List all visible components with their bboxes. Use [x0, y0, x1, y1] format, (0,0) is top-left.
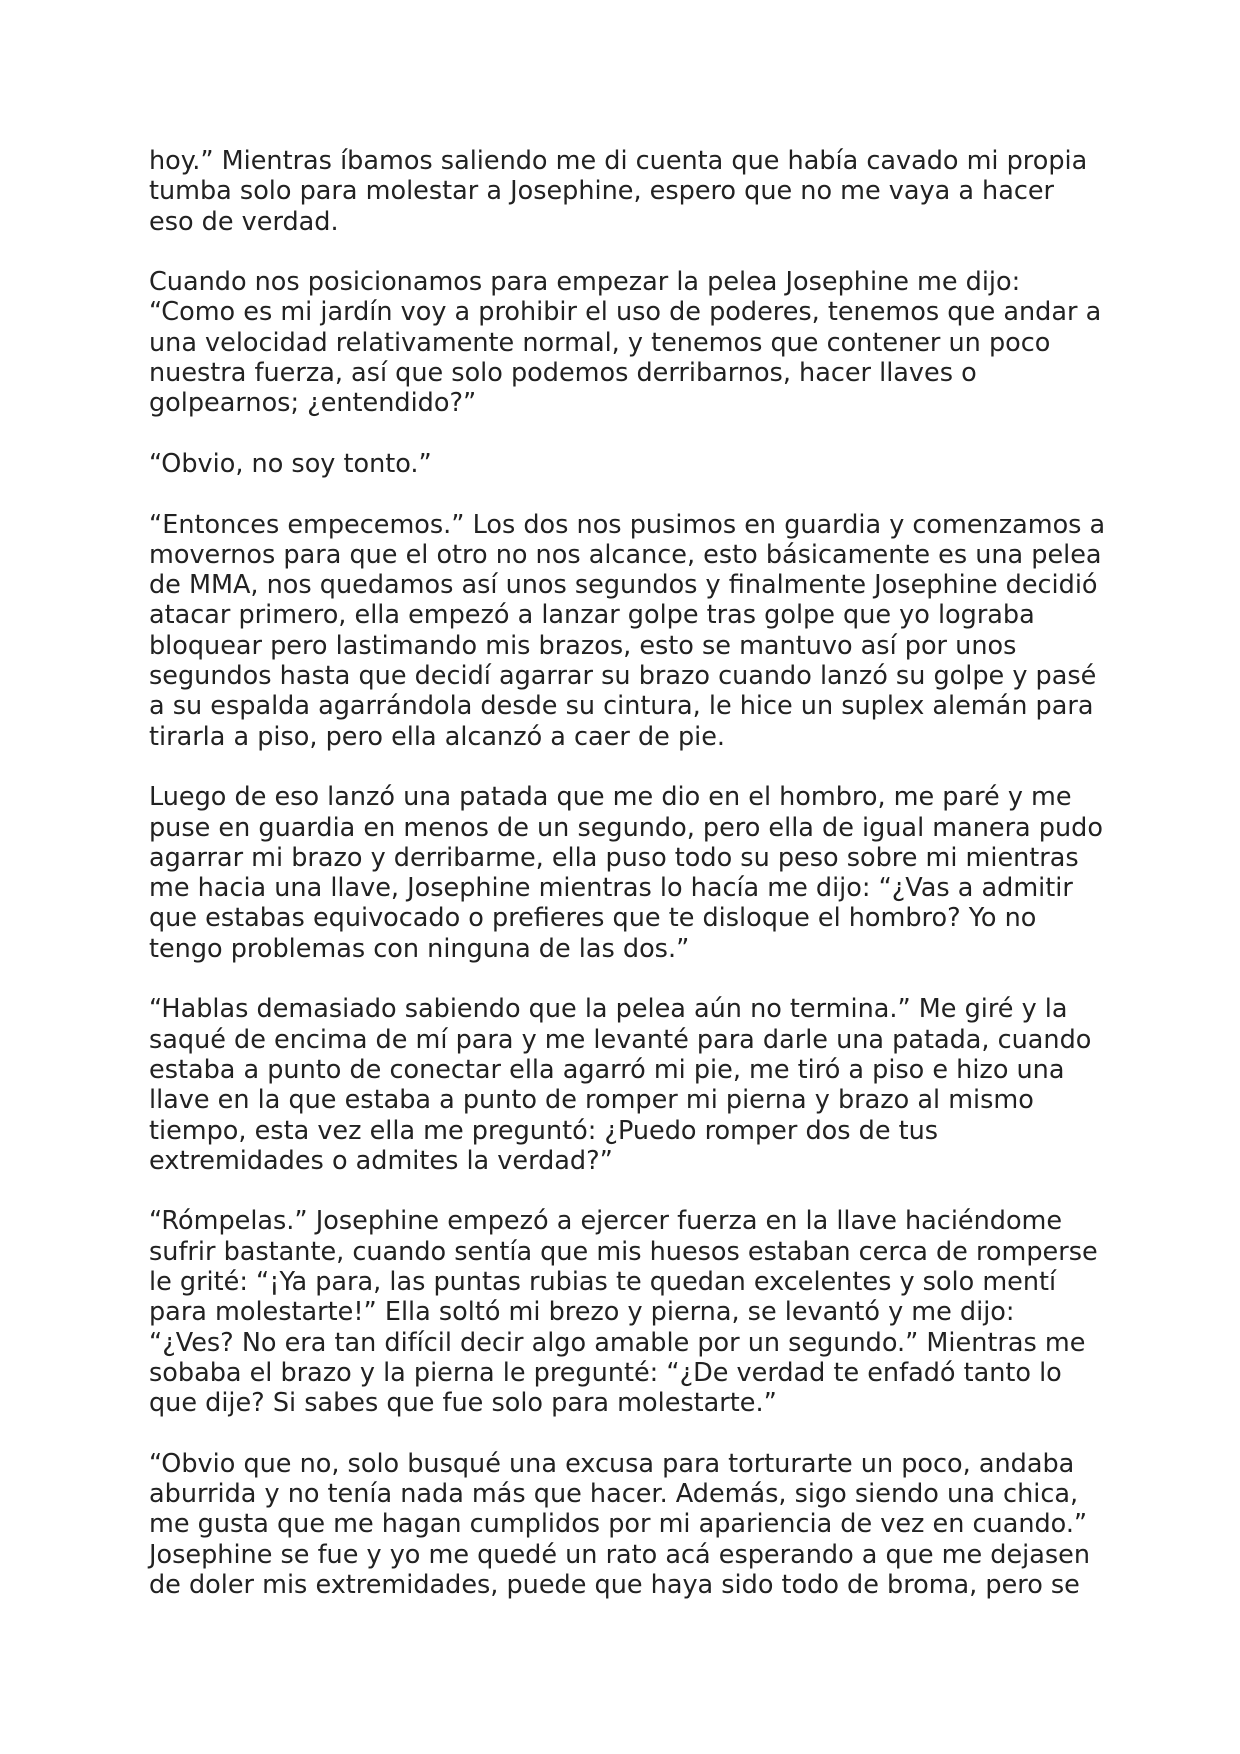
text-line: de doler mis extremidades, puede que haya sido todo de broma, pero se	[149, 1569, 1080, 1600]
body-text	[149, 146, 1106, 1631]
text-line: Cuando nos posicionamos para empezar la pelea Josephine me dijo:	[149, 267, 1021, 298]
text-line: me gusta que me hagan cumplidos por mi apariencia de vez en cuando.”	[149, 1509, 1088, 1540]
paragraph-8	[149, 1449, 1094, 1600]
paragraph-7	[149, 1206, 1098, 1419]
text-line: que dije? Si sabes que fue solo para molestarte.”	[149, 1388, 777, 1419]
text-line: tumba solo para molestar a Josephine, espero que no me vaya a hacer	[149, 176, 1055, 207]
text-line: estaba a punto de conectar ella agarró mi pie, me tiró a piso e hizo una	[149, 1054, 1065, 1085]
paragraph-3	[149, 449, 1094, 479]
text-line: nuestra fuerza, así que solo podemos derribarnos, hacer llaves o	[149, 358, 977, 389]
text-line: “Entonces empecemos.” Los dos nos pusimos en guardia y comenzamos a	[149, 509, 1106, 540]
paragraph-6	[149, 994, 1094, 1176]
paragraph-1	[149, 146, 1094, 237]
text-line: para molestarte!” Ella soltó mi brezo y pierna, se levantó y me dijo:	[149, 1297, 1015, 1328]
paragraph-2	[149, 267, 1102, 419]
text-line: una velocidad relativamente normal, y tenemos que contener un poco	[149, 327, 1051, 358]
text-line: sufrir bastante, cuando sentía que mis huesos estaban cerca de romperse	[149, 1236, 1098, 1267]
text-line: eso de verdad.	[149, 206, 339, 237]
text-line: tengo problemas con ninguna de las dos.”	[149, 933, 690, 964]
text-line: me hacia una llave, Josephine mientras lo hacía me dijo: “¿Vas a admitir	[149, 873, 1073, 904]
text-line: extremidades o admites la verdad?”	[149, 1145, 613, 1176]
text-line: “Obvio, no soy tonto.”	[149, 448, 432, 479]
text-line: agarrar mi brazo y derribarme, ella puso todo su peso sobre mi mientras	[149, 842, 1079, 873]
text-line: “Hablas demasiado sabiendo que la pelea aún no termina.” Me giré y la	[149, 994, 1068, 1025]
paragraph-4	[149, 509, 1106, 752]
text-line: “Como es mi jardín voy a prohibir el uso de poderes, tenemos que andar a	[149, 297, 1102, 328]
text-line: le grité: “¡Ya para, las puntas rubias te quedan excelentes y solo mentí	[149, 1266, 1057, 1297]
text-line: “Obvio que no, solo busqué una excusa para torturarte un poco, andaba	[149, 1448, 1075, 1479]
text-line: movernos para que el otro no nos alcance, esto básicamente es una pelea	[149, 539, 1102, 570]
text-line: “Rómpelas.” Josephine empezó a ejercer fuerza en la llave haciéndome	[149, 1206, 1063, 1237]
text-line: atacar primero, ella empezó a lanzar golpe tras golpe que yo lograba	[149, 600, 1035, 631]
text-line: golpearnos; ¿entendido?”	[149, 388, 477, 419]
text-line: tiempo, esta vez ella me preguntó: ¿Puedo romper dos de tus	[149, 1115, 939, 1146]
text-line: Josephine se fue y yo me quedé un rato acá esperando a que me dejasen	[149, 1539, 1091, 1570]
text-line: saqué de encima de mí para y me levanté para darle una patada, cuando	[149, 1024, 1092, 1055]
text-line: llave en la que estaba a punto de romper mi pierna y brazo al mismo	[149, 1085, 1034, 1116]
text-line: segundos hasta que decidí agarrar su brazo cuando lanzó su golpe y pasé	[149, 661, 1097, 692]
text-line: Luego de eso lanzó una patada que me dio en el hombro, me paré y me	[149, 782, 1072, 813]
text-line: que estabas equivocado o prefieres que te disloque el hombro? Yo no	[149, 903, 1037, 934]
text-line: hoy.” Mientras íbamos saliendo me di cuenta que había cavado mi propia	[149, 146, 1088, 176]
text-line: sobaba el brazo y la pierna le pregunté: “¿De verdad te enfadó tanto lo	[149, 1357, 1062, 1388]
paragraph-5	[149, 782, 1103, 964]
text-line: a su espalda agarrándola desde su cintura, le hice un suplex alemán para	[149, 691, 1094, 722]
text-line: bloquear pero lastimando mis brazos, esto se mantuvo así por unos	[149, 630, 1017, 661]
text-line: puse en guardia en menos de un segundo, pero ella de igual manera pudo	[149, 812, 1103, 843]
text-line: aburrida y no tenía nada más que hacer. Además, sigo siendo una chica,	[149, 1479, 1079, 1510]
text-line: tirarla a piso, pero ella alcanzó a caer de pie.	[149, 721, 726, 752]
text-line: “¿Ves? No era tan difícil decir algo amable por un segundo.” Mientras me	[149, 1327, 1086, 1358]
text-line: de MMA, nos quedamos así unos segundos y finalmente Josephine decidió	[149, 570, 1098, 601]
